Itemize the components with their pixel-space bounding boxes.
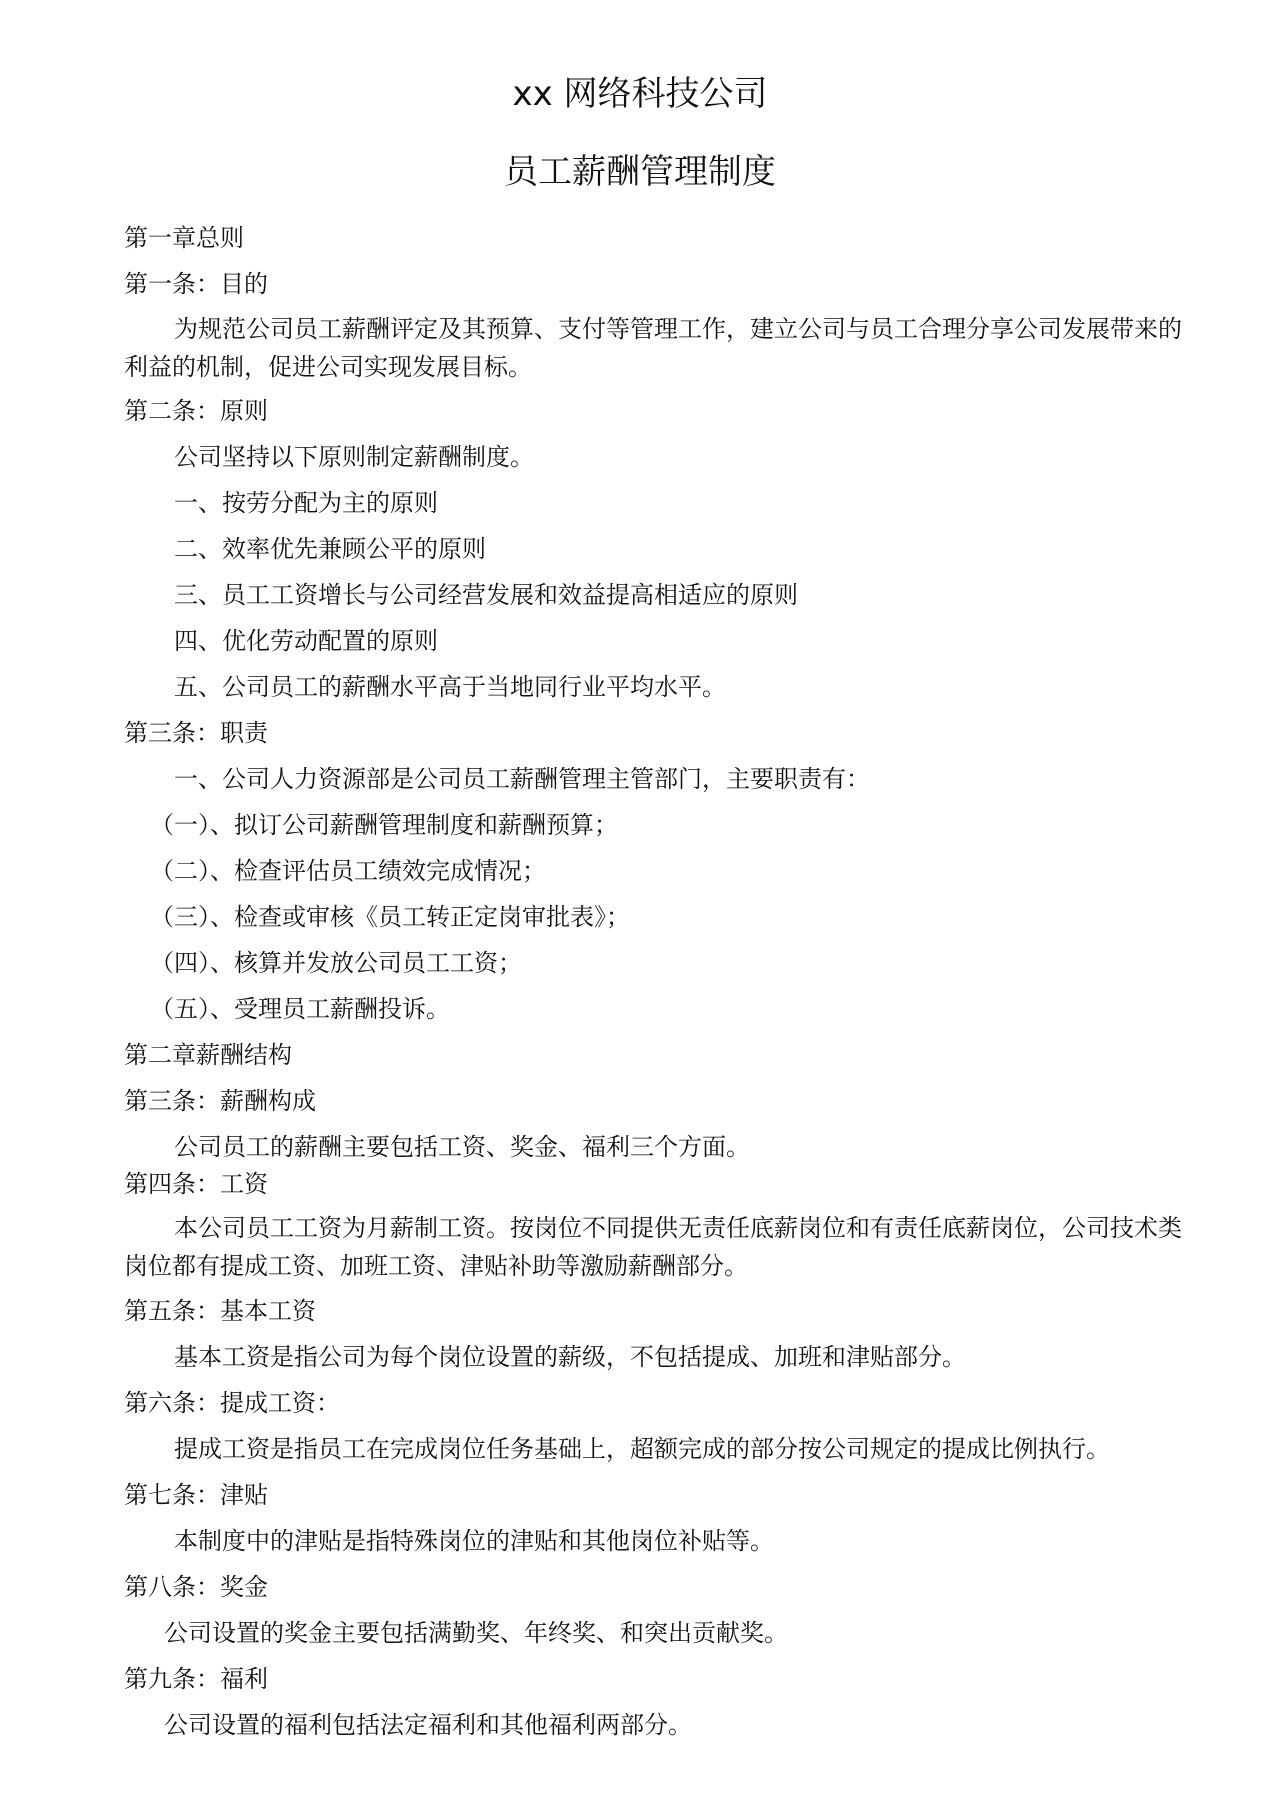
article-heading: 第三条：职责 <box>124 719 268 747</box>
company-name: xx 网络科技公司 <box>512 74 768 114</box>
list-item: （四）、核算并发放公司员工工资； <box>150 949 522 977</box>
article-heading: 第五条：基本工资 <box>124 1297 316 1325</box>
paragraph: 本公司员工工资为月薪制工资。按岗位不同提供无责任底薪岗位和有责任底薪岗位，公司技术类岗位都有提成工资、加班工资、津贴补助等激励薪酬部分。 <box>124 1214 1182 1280</box>
list-item: 五、公司员工的薪酬水平高于当地同行业平均水平。 <box>174 673 726 701</box>
list-item: （三）、检查或审核《员工转正定岗审批表》； <box>150 903 630 931</box>
list-item: （一）、拟订公司薪酬管理制度和薪酬预算； <box>150 811 618 839</box>
list-item: 三、员工工资增长与公司经营发展和效益提高相适应的原则 <box>174 581 798 609</box>
chapter-heading: 第二章薪酬结构 <box>124 1041 292 1069</box>
article-heading: 第七条：津贴 <box>124 1481 268 1509</box>
article-heading: 第三条：薪酬构成 <box>124 1087 316 1115</box>
paragraph: 基本工资是指公司为每个岗位设置的薪级，不包括提成、加班和津贴部分。 <box>174 1343 966 1371</box>
chapter-heading: 第一章总则 <box>124 224 244 252</box>
paragraph: 一、公司人力资源部是公司员工薪酬管理主管部门，主要职责有： <box>174 765 870 793</box>
paragraph: 公司设置的福利包括法定福利和其他福利两部分。 <box>164 1711 692 1739</box>
list-item: 二、效率优先兼顾公平的原则 <box>174 535 486 563</box>
article-heading: 第八条：奖金 <box>124 1573 268 1601</box>
paragraph: 公司设置的奖金主要包括满勤奖、年终奖、和突出贡献奖。 <box>164 1619 788 1647</box>
article-heading: 第二条：原则 <box>124 397 268 425</box>
paragraph: 本制度中的津贴是指特殊岗位的津贴和其他岗位补贴等。 <box>174 1527 774 1555</box>
article-heading: 第六条：提成工资： <box>124 1389 340 1417</box>
paragraph: 公司员工的薪酬主要包括工资、奖金、福利三个方面。 <box>174 1133 750 1161</box>
paragraph: 为规范公司员工薪酬评定及其预算、支付等管理工作，建立公司与员工合理分享公司发展带来的利益的机制，促进公司实现发展目标。 <box>124 315 1182 381</box>
list-item: （五）、受理员工薪酬投诉。 <box>150 995 450 1023</box>
document-title: 员工薪酬管理制度 <box>504 152 776 192</box>
article-heading: 第一条：目的 <box>124 270 268 298</box>
article-heading: 第九条：福利 <box>124 1665 268 1693</box>
paragraph: 提成工资是指员工在完成岗位任务基础上，超额完成的部分按公司规定的提成比例执行。 <box>174 1435 1110 1463</box>
list-item: （二）、检查评估员工绩效完成情况； <box>150 857 546 885</box>
list-item: 四、优化劳动配置的原则 <box>174 627 438 655</box>
list-item: 一、按劳分配为主的原则 <box>174 489 438 517</box>
article-heading: 第四条：工资 <box>124 1170 268 1198</box>
paragraph: 公司坚持以下原则制定薪酬制度。 <box>174 443 534 471</box>
